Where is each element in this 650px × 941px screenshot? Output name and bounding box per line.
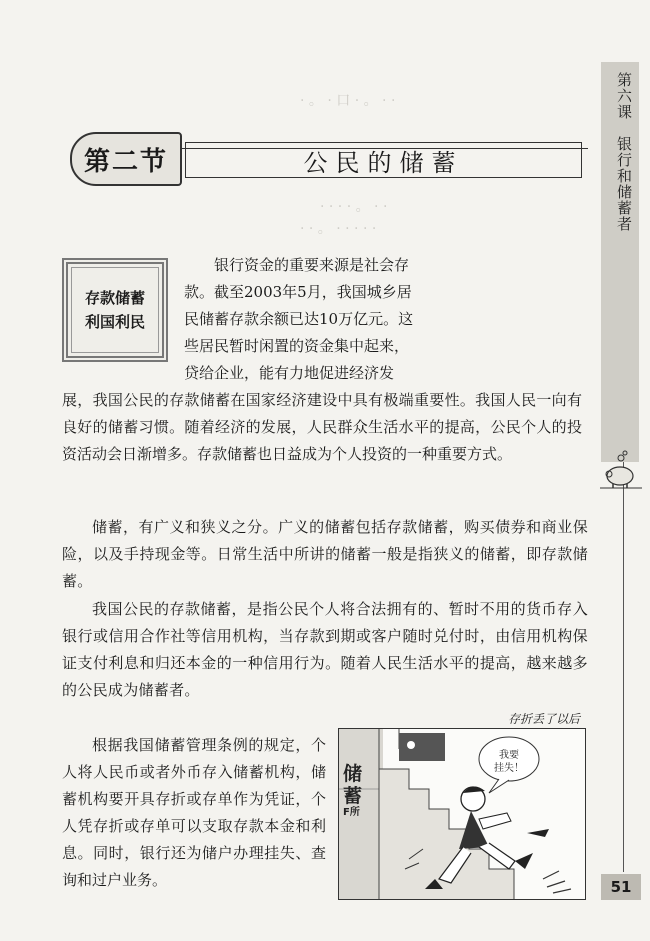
paragraph-1-head: 银行资金的重要来源是社会存 款。截至2003年5月，我国城乡居 民储蓄存款余额已达10万亿元。这 些居民暂时闲置的资金集中起来， 贷给企业，能有力地促进经济发 bbox=[184, 256, 414, 382]
paragraph-4: 根据我国储蓄管理条例的规定，个人将人民币或者外币存入储蓄机构，储蓄机构要开具存折或存单作为凭证，个人凭存折或存单可以支取存款本金和利息。同时，银行还为储户办理挂失、查询和过户业务。 bbox=[62, 736, 326, 889]
margin-rule bbox=[623, 462, 624, 872]
section-title: 公民的储蓄 bbox=[185, 142, 582, 178]
speech-bubble: 我要 挂失！ bbox=[494, 750, 524, 774]
show-through-text: · · 。 · · · · · bbox=[300, 221, 377, 237]
paragraph-2: 储蓄，有广义和狭义之分。广义的储蓄包括存款储蓄，购买债券和商业保险，以及手持现金等。日常生活中所讲的储蓄一般是指狭义的储蓄，即存款储蓄。 bbox=[62, 518, 588, 590]
section-badge: 第二节 bbox=[70, 132, 182, 186]
sidebar-heading-box bbox=[62, 258, 168, 362]
sidebar-heading: 存款储蓄 利国利民 bbox=[84, 289, 145, 331]
piggy-bank-icon bbox=[600, 450, 642, 490]
paragraph-1-body: 展，我国公民的存款储蓄在国家经济建设中具有极端重要性。我国人民一向有良好的储蓄习惯。随着经济的发展，人民群众生活水平的提高，公民个人的投资活动会日渐增多。存款储蓄也日益成为个人投资的一种重要方式。 bbox=[62, 391, 582, 463]
chapter-label: 第六课 银行和储蓄者 bbox=[615, 72, 633, 232]
page-number: 51 bbox=[601, 874, 641, 900]
bank-sign: 储 蓄 F所 bbox=[343, 763, 363, 818]
cartoon-caption: 存折丢了以后 bbox=[508, 712, 581, 726]
show-through-text: · 。 · 口 · 。 · · bbox=[300, 93, 396, 109]
cartoon-illustration bbox=[338, 728, 586, 900]
cartoon-drawing bbox=[339, 729, 586, 900]
show-through-text: · · · · 。 · · bbox=[320, 199, 388, 215]
paragraph-3: 我国公民的存款储蓄，是指公民个人将合法拥有的、暂时不用的货币存入银行或信用合作社等信用机构，当存款到期或客户随时兑付时，由信用机构保证支付利息和归还本金的一种信用行为。随着人民生活水平的提高，越来越多的公民成为储蓄者。 bbox=[62, 600, 588, 699]
